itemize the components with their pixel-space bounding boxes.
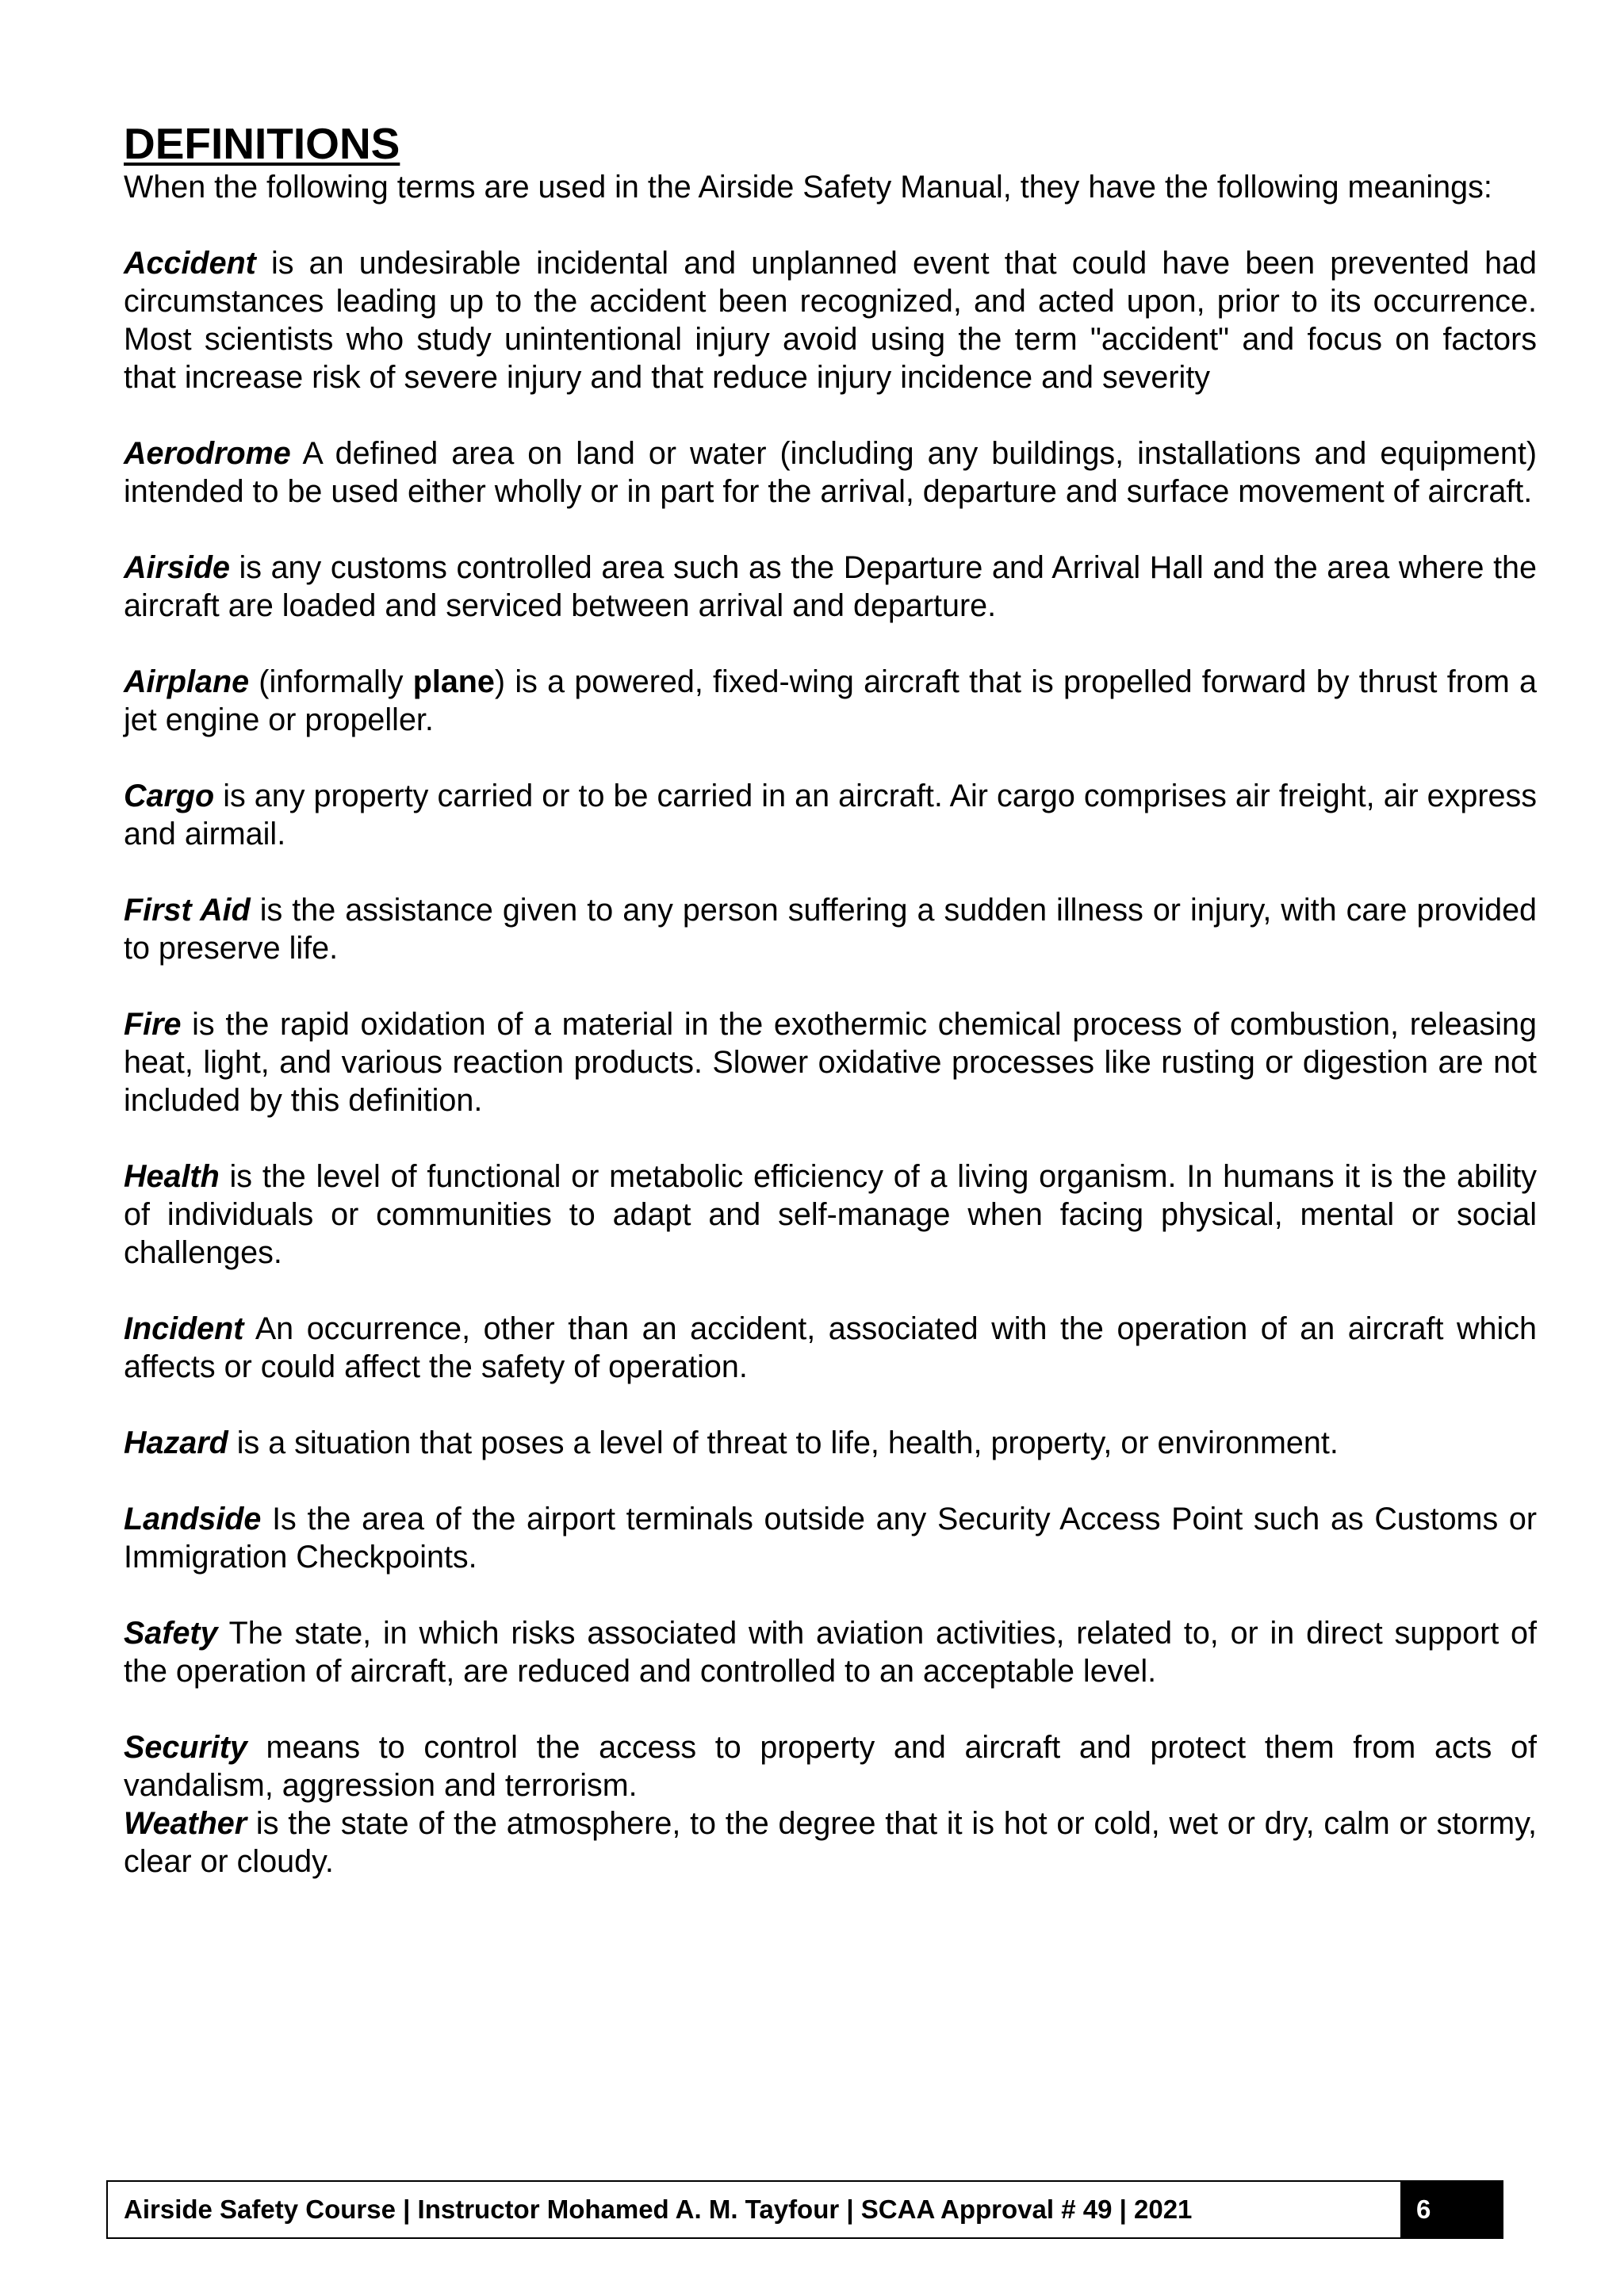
- term-hazard: Hazard: [124, 1425, 228, 1460]
- page-footer: [106, 2180, 1503, 2239]
- term-security: Security: [124, 1730, 247, 1765]
- definition-security: [124, 1728, 1537, 1804]
- intro-paragraph: When the following terms are used in the Airside Safety Manual, they have the following meanings:: [124, 170, 1492, 205]
- definition-text: means to control the access to property and aircraft and protect them from acts of vandalism, aggression and terrorism.: [124, 1730, 1537, 1803]
- definition-airplane: [124, 663, 1537, 739]
- term-fire: Fire: [124, 1007, 182, 1042]
- term-incident: Incident: [124, 1311, 244, 1346]
- term-safety: Safety: [124, 1616, 218, 1651]
- definition-hazard: [124, 1424, 1537, 1462]
- definition-text: is a situation that poses a level of threat to life, health, property, or environment.: [228, 1425, 1339, 1460]
- term-weather: Weather: [124, 1806, 247, 1841]
- definition-first-aid: [124, 891, 1537, 967]
- term-airside: Airside: [124, 550, 230, 585]
- definition-text: is any property carried or to be carried in an aircraft. Air cargo comprises air freight, air express and airmail.: [124, 779, 1537, 851]
- definition-accident: [124, 244, 1537, 396]
- definition-text: is the rapid oxidation of a material in the exothermic chemical process of combustion, releasing heat, light, and various reaction products. Slower oxidative processes like rusting or digestion are not included by this definition.: [124, 1007, 1537, 1118]
- definition-text: Is the area of the airport terminals outside any Security Access Point such as Customs or Immigration Checkpoints.: [124, 1502, 1537, 1575]
- definition-fire: [124, 1005, 1537, 1119]
- definition-cargo: [124, 777, 1537, 853]
- term-first-aid: First Aid: [124, 893, 251, 928]
- definition-text: is any customs controlled area such as the Departure and Arrival Hall and the area where the aircraft are loaded and serviced between arrival and departure.: [124, 550, 1537, 623]
- definition-text: is the level of functional or metabolic efficiency of a living organism. In humans it is the ability of individuals or communities to adapt and self-manage when facing physical, mental or social challenges.: [124, 1159, 1537, 1270]
- definition-text: is the assistance given to any person suffering a sudden illness or injury, with care provided to preserve life.: [124, 893, 1537, 966]
- definition-text: An occurrence, other than an accident, associated with the operation of an aircraft which affects or could affect the safety of operation.: [124, 1311, 1537, 1384]
- page-number: 6: [1400, 2182, 1502, 2237]
- definition-text: is an undesirable incidental and unplanned event that could have been prevented had circumstances leading up to the accident been recognized, and acted upon, prior to its occurrence. Most scientists who study unintentional injury avoid using the term "accident" and focus on factors that increase risk of severe injury and that reduce injury incidence and severity: [124, 246, 1537, 395]
- definition-landside: [124, 1500, 1537, 1576]
- term-landside: Landside: [124, 1502, 262, 1536]
- page-content: [124, 119, 1537, 1881]
- definition-aerodrome: [124, 434, 1537, 511]
- term-health: Health: [124, 1159, 220, 1194]
- term-cargo: Cargo: [124, 779, 215, 813]
- definition-text: A defined area on land or water (including any buildings, installations and equipment) intended to be used either wholly or in part for the arrival, departure and surface movement of aircraft.: [124, 436, 1537, 509]
- definition-airside: [124, 549, 1537, 625]
- definition-text: is the state of the atmosphere, to the degree that it is hot or cold, wet or dry, calm or stormy, clear or cloudy.: [124, 1806, 1537, 1879]
- definition-safety: [124, 1614, 1537, 1690]
- inline-bold-word: plane: [412, 664, 495, 699]
- term-accident: Accident: [124, 246, 256, 281]
- definition-text: The state, in which risks associated with aviation activities, related to, or in direct support of the operation of aircraft, are reduced and controlled to an acceptable level.: [124, 1616, 1537, 1689]
- definition-weather: [124, 1804, 1537, 1881]
- definition-text: ) is a powered, fixed-wing aircraft that is propelled forward by thrust from a jet engine or propeller.: [124, 664, 1537, 737]
- page-heading: DEFINITIONS: [124, 119, 400, 168]
- footer-text: Airside Safety Course | Instructor Mohamed A. M. Tayfour | SCAA Approval # 49 | 2021: [124, 2195, 1193, 2224]
- term-airplane: Airplane: [124, 664, 250, 699]
- term-aerodrome: Aerodrome: [124, 436, 291, 471]
- definition-health: [124, 1158, 1537, 1272]
- definition-text-before: (informally: [249, 664, 413, 699]
- definition-incident: [124, 1310, 1537, 1386]
